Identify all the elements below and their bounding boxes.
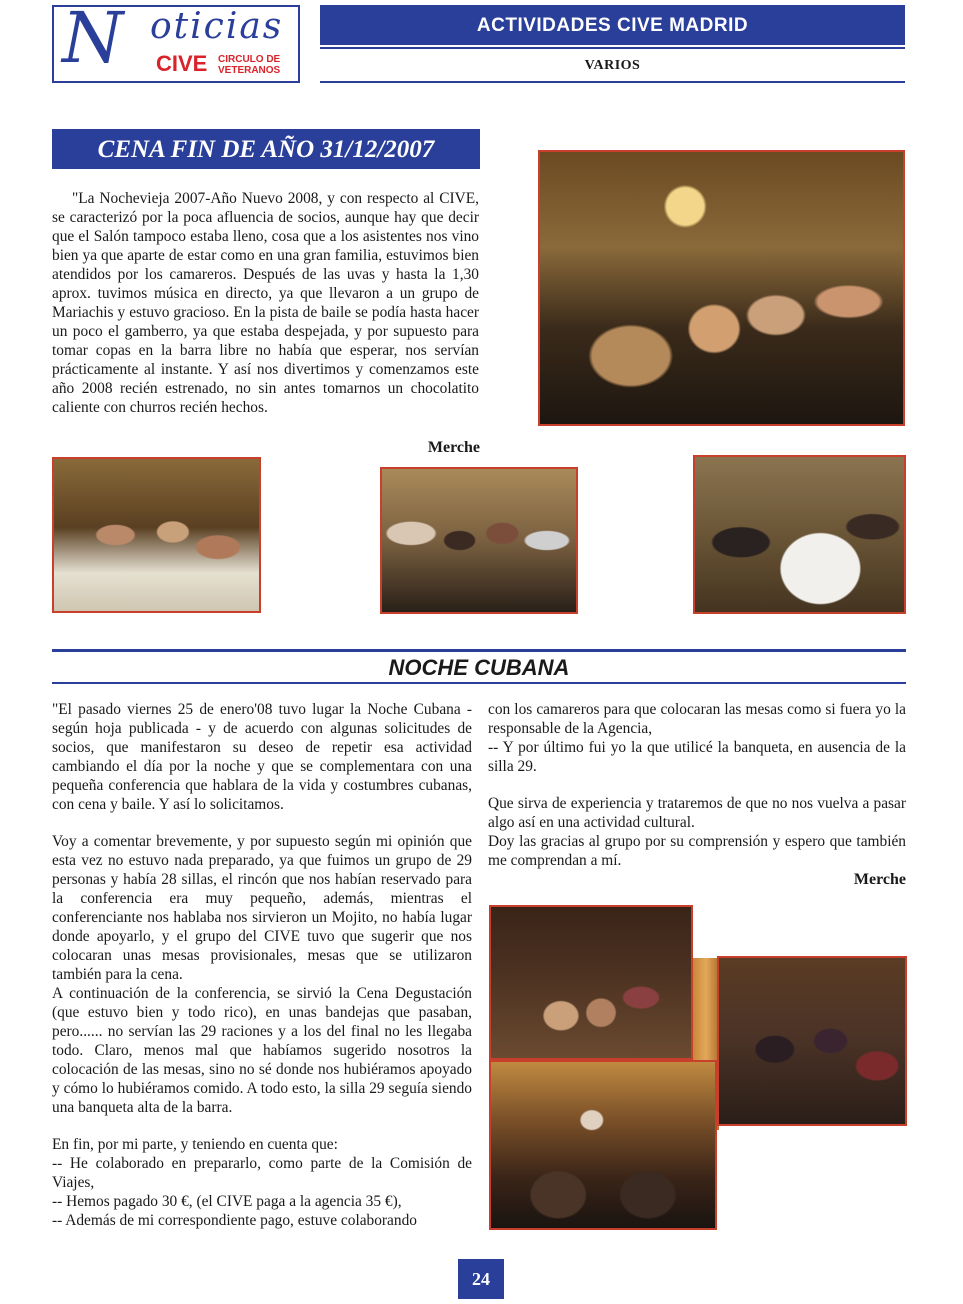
article2-list-item: -- Hemos pagado 30 €, (el CIVE paga a la agencia 35 €),	[52, 1193, 402, 1210]
logo-tagline-line1: CIRCULO DE	[218, 54, 281, 65]
section-rule	[52, 649, 906, 652]
logo-tagline-line2: VETERANOS	[218, 65, 281, 76]
article1-signature: Merche	[427, 439, 480, 456]
article2-right-column	[488, 700, 906, 870]
logo-brand: CIVE	[156, 51, 208, 76]
article2-paragraph: Doy las gracias al grupo por su comprensión y espero que también me comprendan a mí.	[488, 833, 906, 869]
page-number: 24	[458, 1259, 504, 1299]
article2-paragraph: "El pasado viernes 25 de enero'08 tuvo lugar la Noche Cubana - según hoja publicada - y de acuerdo con algunas solicitudes de socios, que manifestaron su deseo de repetir esa actividad cambiando el día por la noche y que se complementara con una pequeña conferencia que hablara de la vida y costumbres cubanas, con cena y baile. Y así lo solicitamos.	[52, 701, 472, 813]
article2-paragraph: Voy a comentar brevemente, y por supuesto según mi opinión que esta vez no estuvo nada preparado, ya que fuimos un grupo de 29 personas y había 28 sillas, el rincón que nos habían reservado para la conferencia era muy pequeño, además, mientras el conferenciante nos hablaba nos sirvieron un Mojito, no había lugar donde apoyarlo, y el grupo del CIVE tuvo que sugerir que nos colocaran unas mesas provisionales, mesas que se utilizaron también para la cena.	[52, 833, 472, 983]
header-title: ACTIVIDADES CIVE MADRID	[320, 5, 905, 45]
logo-word: oticias	[150, 6, 284, 47]
party-photo-group	[380, 467, 578, 614]
article2-left-column	[52, 700, 472, 1230]
article2-list-item: -- He colaborado en prepararlo, como parte de la Comisión de Viajes,	[52, 1155, 472, 1191]
header-rule	[320, 81, 905, 83]
header-rule	[320, 47, 905, 49]
logo-initial: N	[62, 0, 124, 79]
article2-paragraph: con los camareros para que colocaran las mesas como si fuera yo la responsable de la Agencia,	[488, 701, 906, 737]
article1-paragraph: "La Nochevieja 2007-Año Nuevo 2008, y con respecto al CIVE, se caracterizó por la poca afluencia de socios, aunque hay que decir que el Salón tampoco estaba lleno, cosa que a los asistentes nos vino bien ya que aparte de estar como en una gran familia, estuvimos bien atendidos por los camareros. Después de las uvas y hasta la 1,30 aprox. tuvimos música en directo, ya que llevaron a un grupo de Mariachis y estuvo gracioso. En la pista de baile se podía hasta hacer un poco el gamberro, ya que estaba despejada, y por supuesto para tomar copas en la barra libre no había que esperar, nos servían prácticamente al instante. Y así nos divertimos y comenzamos este año 2008 recién estrenado, no sin antes tomarnos un chocolatito caliente con churros recién hechos.	[52, 190, 479, 416]
section-rule	[52, 682, 906, 684]
article2-title: NOCHE CUBANA	[388, 655, 570, 680]
article1-body	[52, 189, 479, 417]
article1-title: CENA FIN DE AÑO 31/12/2007	[52, 129, 480, 169]
article2-paragraph: A continuación de la conferencia, se sirvió la Cena Degustación (que estuvo bien y todo rico), en unas bandejas que pasaban, pero...... no servían las 29 raciones y a los del final no les llegaba todo. Claro, menos mal que habíamos sugerido nosotros la colocación de las mesas, sino no sé donde nos hubiéramos apoyado y cómo lo hubiéramos comido. A todo esto, la silla 29 seguía siendo una banqueta alta de la barra.	[52, 985, 472, 1116]
article2-list-item: -- Además de mi correspondiente pago, estuve colaborando	[52, 1212, 417, 1229]
cuban-night-photo-musicians	[489, 1060, 717, 1230]
party-photo-round-table	[693, 455, 906, 614]
cuban-night-photo-dancing	[489, 905, 693, 1060]
cuban-night-photo-tables	[717, 956, 907, 1126]
party-photo-table	[52, 457, 261, 613]
article2-signature: Merche	[853, 871, 906, 888]
logo-tagline	[218, 54, 280, 76]
header-section: VARIOS	[584, 58, 641, 73]
party-photo-main	[538, 150, 905, 426]
article2-paragraph: Que sirva de experiencia y trataremos de que no nos vuelva a pasar algo así en una actividad cultural.	[488, 795, 906, 831]
article2-paragraph: En fin, por mi parte, y teniendo en cuenta que:	[52, 1136, 338, 1153]
magazine-logo	[52, 0, 300, 83]
article2-list-item: -- Y por último fui yo la que utilicé la banqueta, en ausencia de la silla 29.	[488, 739, 906, 775]
